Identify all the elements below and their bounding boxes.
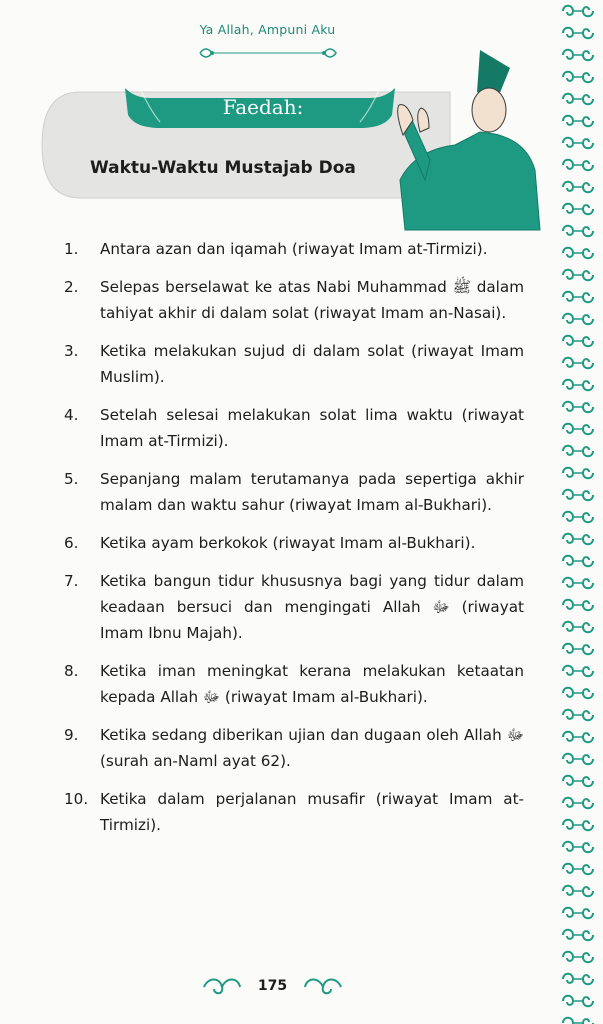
running-title: Ya Allah, Ampuni Aku bbox=[199, 22, 336, 37]
list-item bbox=[64, 722, 524, 774]
list-item-number: 4. bbox=[64, 406, 79, 424]
list-item bbox=[64, 236, 524, 262]
list-item bbox=[64, 658, 524, 710]
list-item bbox=[64, 274, 524, 326]
list-item-number: 2. bbox=[64, 278, 79, 296]
banner-title: Faedah: bbox=[222, 95, 304, 119]
list-item-text: Ketika bangun tidur khususnya bagi yang tidur dalam keadaan bersuci dan mengingati Allah ﷻ (riwayat Imam Ibnu Majah). bbox=[100, 572, 524, 642]
side-border-ornament bbox=[553, 0, 603, 1024]
list-item-text: Ketika sedang diberikan ujian dan dugaan oleh Allah ﷻ (surah an-Naml ayat 62). bbox=[100, 726, 524, 770]
list-item-text: Sepanjang malam terutamanya pada sepertiga akhir malam dan waktu sahur (riwayat Imam al-Bukhari). bbox=[100, 470, 524, 514]
list-item-text: Selepas berselawat ke atas Nabi Muhammad ﷺ dalam tahiyat akhir di dalam solat (riwayat Imam an-Nasai). bbox=[100, 278, 524, 322]
list-item-text: Antara azan dan iqamah (riwayat Imam at-Tirmizi). bbox=[100, 240, 488, 258]
list-item-number: 7. bbox=[64, 572, 79, 590]
list-item-number: 10. bbox=[64, 790, 89, 808]
list-item bbox=[64, 786, 524, 838]
list-item-number: 5. bbox=[64, 470, 79, 488]
list-item bbox=[64, 530, 524, 556]
list-item bbox=[64, 338, 524, 390]
list-item-number: 9. bbox=[64, 726, 79, 744]
mustajab-list bbox=[64, 236, 524, 850]
list-item-number: 3. bbox=[64, 342, 79, 360]
list-item-text: Ketika dalam perjalanan musafir (riwayat Imam at-Tirmizi). bbox=[100, 790, 524, 834]
list-item bbox=[64, 402, 524, 454]
header-ornament-icon bbox=[198, 44, 338, 62]
list-item-text: Ketika melakukan sujud di dalam solat (riwayat Imam Muslim). bbox=[100, 342, 524, 386]
list-item-number: 6. bbox=[64, 534, 79, 552]
list-item-number: 1. bbox=[64, 240, 79, 258]
list-item-text: Ketika ayam berkokok (riwayat Imam al-Bukhari). bbox=[100, 534, 476, 552]
list-item-text: Setelah selesai melakukan solat lima waktu (riwayat Imam at-Tirmizi). bbox=[100, 406, 524, 450]
praying-man-illustration bbox=[385, 40, 545, 235]
page-number: 175 bbox=[257, 978, 288, 994]
list-item bbox=[64, 568, 524, 646]
banner-subtitle: Waktu-Waktu Mustajab Doa bbox=[90, 158, 356, 178]
list-item bbox=[64, 466, 524, 518]
list-item-number: 8. bbox=[64, 662, 79, 680]
list-item-text: Ketika iman meningkat kerana melakukan ketaatan kepada Allah ﷻ (riwayat Imam al-Bukhari). bbox=[100, 662, 524, 706]
